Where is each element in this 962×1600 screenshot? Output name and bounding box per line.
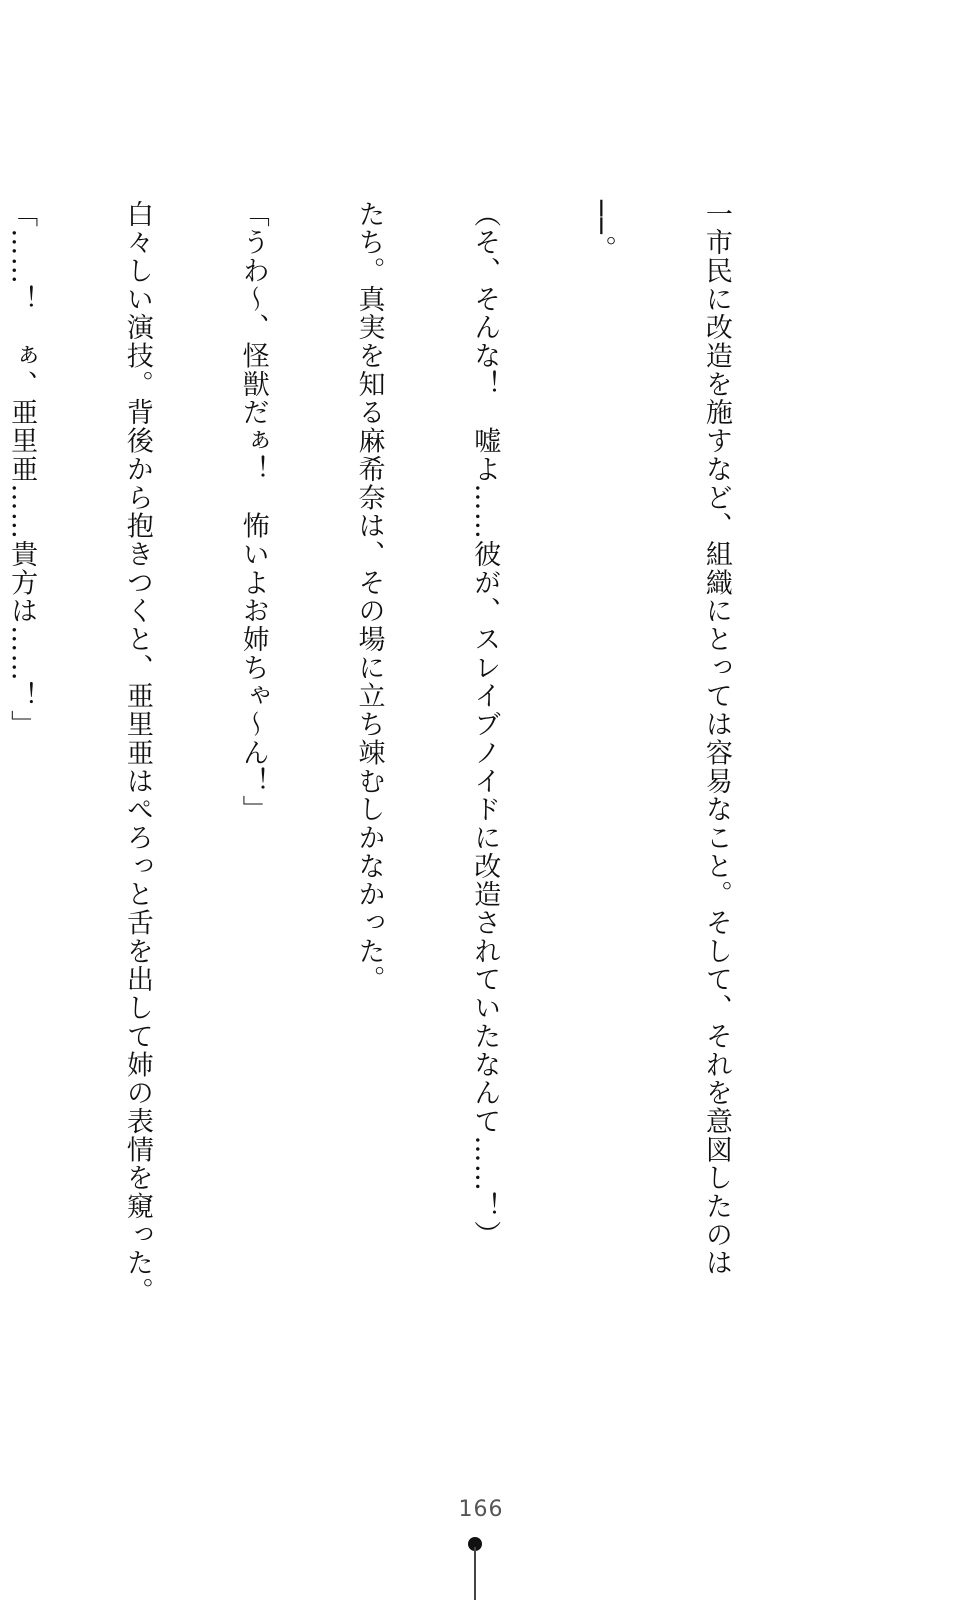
text-line: 「うわ～、怪獣だぁ！ 怖いよお姉ちゃ～ん！」 [237,200,269,824]
text-line: 一市民に改造を施すなど、組織にとっては容易なこと。そして、それを意図したのは [700,200,732,1278]
vertical-text-body [6,200,812,1330]
text-line: （そ、そんな！ 嘘よ……彼が、スレイブノイドに改造されていたなんて……！） [469,200,501,1249]
marker-stem [474,1547,476,1600]
text-line: 白々しい演技。背後から抱きつくと、亜里亜はぺろっと舌を出して姉の表情を窺った。 [121,200,153,1306]
page-marker-icon [474,1537,476,1600]
text-line: ──。 [585,200,617,264]
text-line: たち。真実を知る麻希奈は、その場に立ち竦むしかなかった。 [353,200,385,994]
page-number: 166 [458,1497,504,1522]
text-line: 「……！ ぁ、亜里亜……貴方は……！」 [6,200,38,739]
